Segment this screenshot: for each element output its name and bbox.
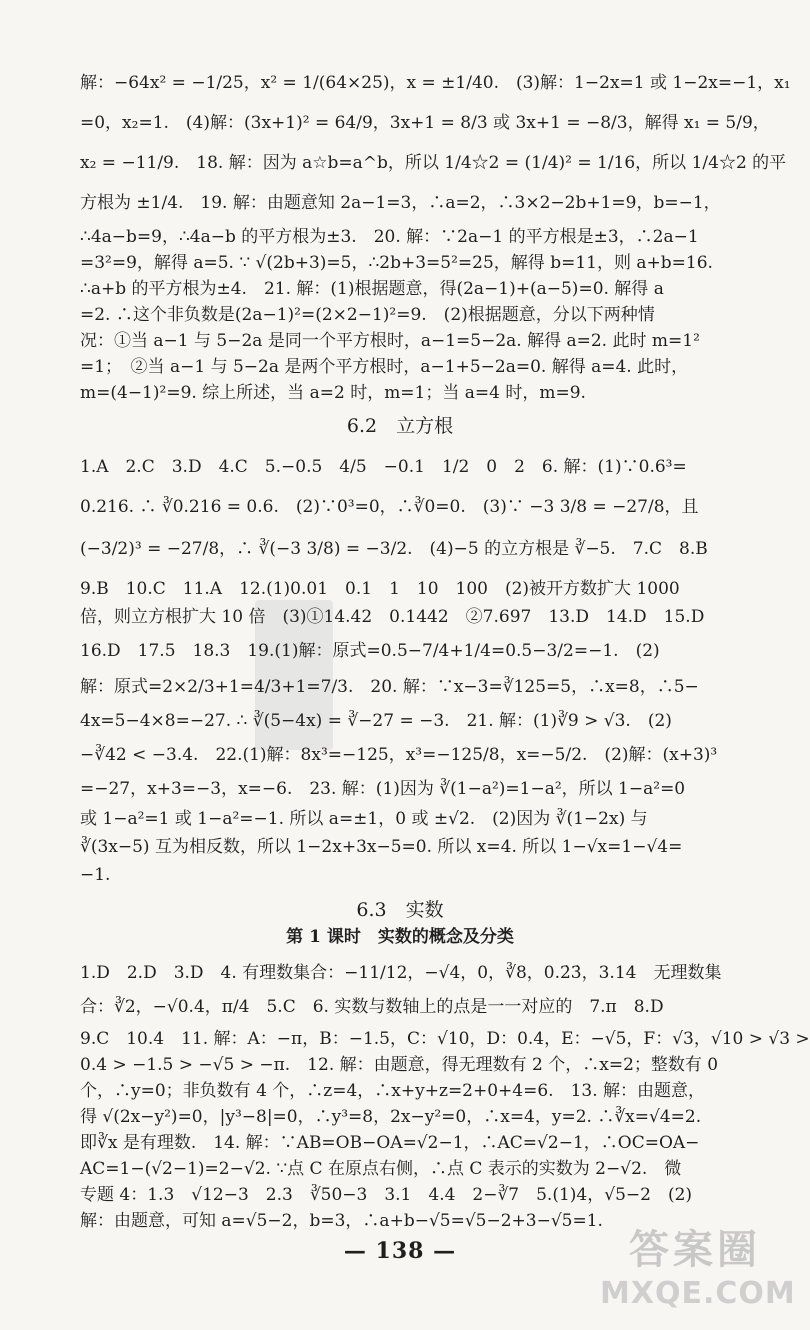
- text-line: m=(4−1)²=9. 综上所述，当 a=2 时，m=1；当 a=4 时，m=9.: [80, 383, 586, 403]
- text-line: x₂ = −11/9. 18. 解：因为 a☆b=a^b，所以 1/4☆2 = (1/4)² = 1/16，所以 1/4☆2 的平: [80, 153, 787, 173]
- section-heading: 6.2 立方根: [346, 415, 454, 437]
- text-line: 个，∴y=0；非负数有 4 个，∴z=4，∴x+y+z=2+0+4=6. 13. 解：由题意，: [80, 1081, 706, 1101]
- section-heading: 6.3 实数: [356, 899, 444, 921]
- text-line: =1； ②当 a−1 与 5−2a 是两个平方根时，a−1+5−2a=0. 解得 a=4. 此时，: [80, 357, 689, 377]
- text-line: 0.4 > −1.5 > −√5 > −π. 12. 解：由题意，得无理数有 2 个，∴x=2；整数有 0: [80, 1055, 719, 1075]
- text-line: ∛(3x−5) 互为相反数，所以 1−2x+3x−5=0. 所以 x=4. 所以 1−√x=1−√4=: [80, 837, 683, 857]
- text-line: 或 1−a²=1 或 1−a²=−1. 所以 a=±1，0 或 ±√2. (2)因为 ∛(1−2x) 与: [80, 809, 648, 829]
- text-line: 得 √(2x−y²)=0，|y³−8|=0，∴y³=8，2x−y²=0，∴x=4，y=2. ∴∛x=√4=2.: [80, 1107, 702, 1127]
- text-line: −∛42 < −3.4. 22.(1)解：8x³=−125，x³=−125/8，x=−5/2. (2)解：(x+3)³: [80, 745, 718, 765]
- text-line: 解：−64x² = −1/25，x² = 1/(64×25)，x = ±1/40. (3)解：1−2x=1 或 1−2x=−1，x₁: [80, 73, 791, 93]
- text-line: ∴a+b 的平方根为±4. 21. 解：(1)根据题意，得(2a−1)+(a−5)=0. 解得 a: [80, 279, 664, 299]
- text-line: 9.C 10.4 11. 解：A：−π，B：−1.5，C：√10，D：0.4，E：−√5，F：√3，√10 > √3 >: [80, 1029, 810, 1049]
- text-line: =0，x₂=1. (4)解：(3x+1)² = 64/9，3x+1 = 8/3 或 3x+1 = −8/3，解得 x₁ = 5/9，: [80, 113, 770, 133]
- watermark-logo: [600, 1218, 796, 1326]
- text-line: 合：∛2，−√0.4，π/4 5.C 6. 实数与数轴上的点是一一对应的 7.π 8.D: [80, 997, 664, 1017]
- text-line: 4x=5−4×8=−27. ∴ ∛(5−4x) = ∛−27 = −3. 21. 解：(1)∛9 > √3. (2): [80, 711, 672, 731]
- text-line: 1.D 2.D 3.D 4. 有理数集合：−11/12，−√4，0，∛8，0.2̇3̇，3.14 无理数集: [80, 963, 722, 983]
- watermark-url: MXQE.COM: [600, 1276, 796, 1311]
- section-subheading: 第 1 课时 实数的概念及分类: [286, 927, 514, 947]
- text-line: 16.D 17.5 18.3 19.(1)解：原式=0.5−7/4+1/4=0.5−3/2=−1. (2): [80, 641, 660, 661]
- text-line: 0.216. ∴ ∛0.216 = 0.6. (2)∵0³=0，∴∛0=0. (3)∵ −3 3/8 = −27/8，且: [80, 497, 699, 517]
- text-line: 解：由题意，可知 a=√5−2，b=3，∴a+b−√5=√5−2+3−√5=1.: [80, 1211, 603, 1231]
- text-line: −1.: [80, 865, 111, 885]
- page-number: — 138 —: [343, 1238, 457, 1264]
- text-line: 9.B 10.C 11.A 12.(1)0.01 0.1 1 10 100 (2)被开方数扩大 1000: [80, 579, 680, 599]
- text-line: =3²=9，解得 a=5. ∵ √(2b+3)=5，∴2b+3=5²=25，解得 b=11，则 a+b=16.: [80, 253, 713, 273]
- text-line: 方根为 ±1/4. 19. 解：由题意知 2a−1=3，∴a=2，∴3×2−2b+1=9，b=−1，: [80, 193, 721, 213]
- text-line: (−3/2)³ = −27/8，∴ ∛(−3 3/8) = −3/2. (4)−5 的立方根是 ∛−5. 7.C 8.B: [80, 539, 708, 559]
- text-line: ∴4a−b=9，∴4a−b 的平方根为±3. 20. 解：∵2a−1 的平方根是±3，∴2a−1: [80, 227, 699, 247]
- text-line: 倍，则立方根扩大 10 倍 (3)①14.42 0.1442 ②7.697 13.D 14.D 15.D: [80, 607, 705, 627]
- watermark-logo-text: 答案圈: [629, 1227, 761, 1273]
- text-line: 即∛x 是有理数. 14. 解：∵AB=OB−OA=√2−1，∴AC=√2−1，∴OC=OA−: [80, 1133, 700, 1153]
- text-line: 专题 4：1.3 √12−3 2.3 ∛50−3 3.1 4.4 2−∛7 5.(1)4，√5−2 (2): [80, 1185, 693, 1205]
- text-line: AC=1−(√2−1)=2−√2. ∵点 C 在原点右侧，∴点 C 表示的实数为 2−√2. 微: [80, 1159, 682, 1179]
- text-line: 解：原式=2×2/3+1=4/3+1=7/3. 20. 解：∵x−3=∛125=5，∴x=8，∴5−: [80, 677, 699, 697]
- text-line: =−27，x+3=−3，x=−6. 23. 解：(1)因为 ∛(1−a²)=1−a²，所以 1−a²=0: [80, 779, 686, 799]
- text-line: 1.A 2.C 3.D 4.C 5.−0.5 4/5 −0.1 1/2 0 2 6. 解：(1)∵0.6³=: [80, 457, 687, 477]
- text-line: =2. ∴这个非负数是(2a−1)²=(2×2−1)²=9. (2)根据题意，分以下两种情: [80, 305, 655, 325]
- text-line: 况：①当 a−1 与 5−2a 是同一个平方根时，a−1=5−2a. 解得 a=2. 此时 m=1²: [80, 331, 700, 351]
